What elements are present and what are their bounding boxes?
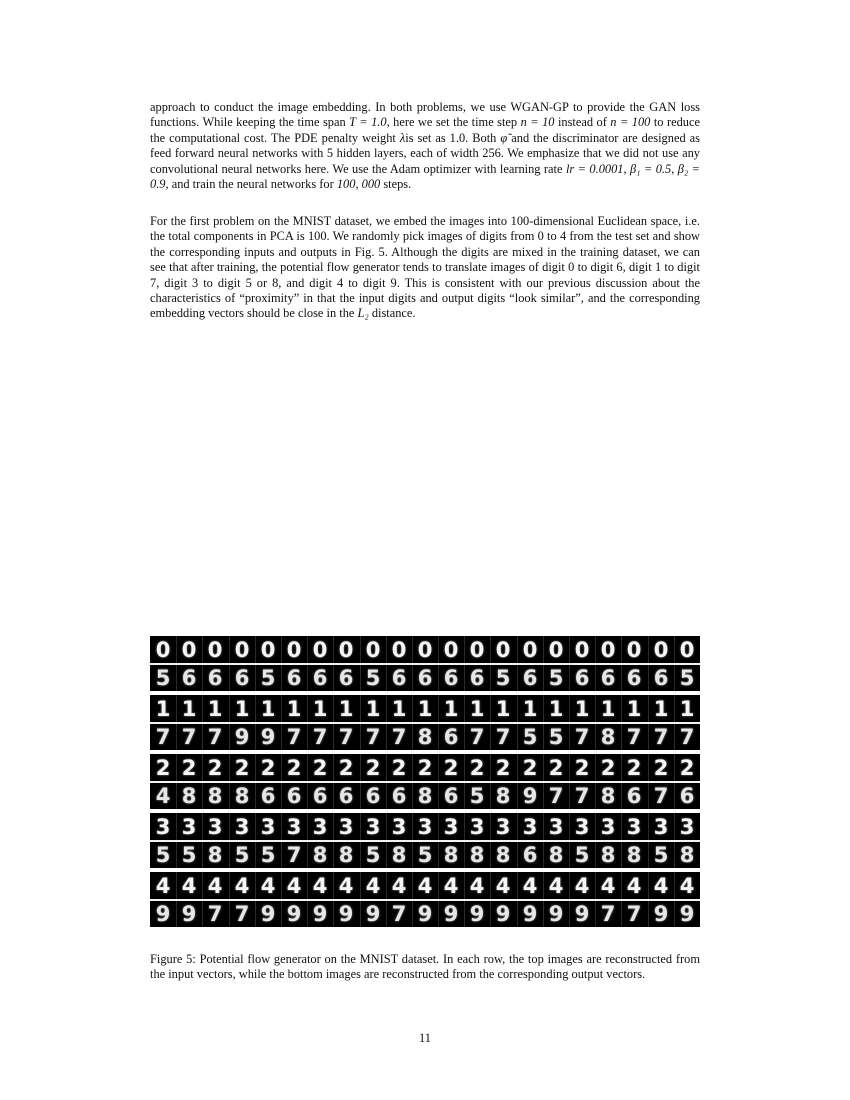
- output-digit-tile: 8: [417, 784, 433, 808]
- input-digit-tile: 4: [391, 874, 407, 898]
- output-digit-tile: 8: [495, 784, 511, 808]
- output-digit-tile: 6: [181, 666, 197, 690]
- input-digit-tile: 0: [679, 638, 695, 662]
- input-digit-tile: 1: [207, 697, 223, 721]
- output-digit-tile: 5: [234, 843, 250, 867]
- output-digit-tile: 7: [181, 725, 197, 749]
- input-digit-tile: 0: [522, 638, 538, 662]
- output-digit-tile: 5: [417, 843, 433, 867]
- output-digit-tile: 5: [365, 843, 381, 867]
- output-digit-tile: 8: [469, 843, 485, 867]
- input-digit-tile: 4: [155, 874, 171, 898]
- digit-row-band: [150, 813, 700, 868]
- input-digit-tile: 3: [495, 815, 511, 839]
- output-digit-tile: 8: [312, 843, 328, 867]
- text-span: For the first problem on the MNIST dataset, we embed the images into 100-dimensional Euclidean space, i.e. the total components in PCA is 100. We randomly pick images of digits from 0 to 4 from the test set and show the corresponding inputs and outputs in Fig. 5. Although the digits are mixed in the training dataset, we can see that after training, the potential flow generator tends to translate images of digit 0 to digit 6, digit 1 to digit 7, digit 3 to digit 5 or 8, and digit 4 to digit 9. This is consistent with our previous discussion about the characteristics of “proximity” in that the input digits and output digits “look similar”, and the corresponding embedding vectors should be close in the: [150, 214, 700, 321]
- input-digit-tile: 1: [234, 697, 250, 721]
- input-digit-tile: 3: [443, 815, 459, 839]
- input-digit-tile: 2: [600, 756, 616, 780]
- text-span: to reduce the computational cost. The PDE penalty weight: [150, 115, 700, 145]
- output-digit-tile: 5: [469, 784, 485, 808]
- input-digit-tile: 1: [548, 697, 564, 721]
- output-digit-tile: 8: [417, 725, 433, 749]
- output-digit-tile: 6: [391, 666, 407, 690]
- input-digit-tile: 4: [469, 874, 485, 898]
- output-digit-tile: 8: [207, 843, 223, 867]
- input-digit-tile: 3: [548, 815, 564, 839]
- input-digit-tile: 2: [653, 756, 669, 780]
- input-digit-tile: 3: [155, 815, 171, 839]
- input-digit-tile: 2: [286, 756, 302, 780]
- input-digit-tile: 1: [155, 697, 171, 721]
- input-digit-tile: 1: [365, 697, 381, 721]
- input-digit-tile: 0: [469, 638, 485, 662]
- output-digit-tile: 6: [443, 666, 459, 690]
- math-inline: λ: [399, 130, 406, 145]
- input-digit-tile: 3: [181, 815, 197, 839]
- output-digit-tile: 6: [312, 784, 328, 808]
- input-digit-tile: 0: [338, 638, 354, 662]
- input-digit-tile: 3: [207, 815, 223, 839]
- input-digit-tile: 4: [495, 874, 511, 898]
- input-digit-tile: 3: [626, 815, 642, 839]
- output-digit-tile: 7: [365, 725, 381, 749]
- input-digit-tile: 2: [548, 756, 564, 780]
- input-digit-tile: 1: [338, 697, 354, 721]
- input-digit-tile: 3: [679, 815, 695, 839]
- input-digit-tile: 3: [574, 815, 590, 839]
- output-digit-tile: 5: [548, 725, 564, 749]
- input-digit-tile: 2: [260, 756, 276, 780]
- text-span: is set as 1.0. Both: [405, 130, 497, 145]
- output-digit-tile: 7: [495, 725, 511, 749]
- input-digit-tile: 0: [548, 638, 564, 662]
- input-digit-tile: 4: [365, 874, 381, 898]
- input-digit-tile: 4: [207, 874, 223, 898]
- math-inline: n = 100: [610, 115, 651, 130]
- output-digit-tile: 6: [522, 666, 538, 690]
- output-digit-tile: 9: [181, 902, 197, 926]
- input-digit-tile: 0: [495, 638, 511, 662]
- output-digit-tile: 8: [626, 843, 642, 867]
- output-digit-tile: 5: [653, 843, 669, 867]
- digit-row-band: [150, 636, 700, 691]
- input-digit-tile: 2: [365, 756, 381, 780]
- input-digit-tile: 0: [626, 638, 642, 662]
- input-digit-tile: 4: [286, 874, 302, 898]
- output-digit-tile: 7: [600, 902, 616, 926]
- input-digit-tile: 4: [626, 874, 642, 898]
- input-digit-tile: 1: [260, 697, 276, 721]
- output-digit-tile: 6: [443, 725, 459, 749]
- input-digit-tile: 3: [260, 815, 276, 839]
- math-inline: L₂: [357, 306, 369, 321]
- mnist-figure: [150, 636, 700, 927]
- output-digit-tile: 9: [522, 784, 538, 808]
- input-digit-tile: 3: [469, 815, 485, 839]
- output-digit-tile: 6: [312, 666, 328, 690]
- output-digit-tile: 4: [155, 784, 171, 808]
- input-digit-tile: 1: [574, 697, 590, 721]
- input-digit-tile: 1: [600, 697, 616, 721]
- input-digit-tile: 0: [653, 638, 669, 662]
- output-digit-tile: 7: [679, 725, 695, 749]
- input-digit-tile: 0: [365, 638, 381, 662]
- output-digit-tile: 9: [574, 902, 590, 926]
- output-digit-tile: 7: [207, 902, 223, 926]
- input-digit-tile: 4: [181, 874, 197, 898]
- output-digit-tile: 9: [234, 725, 250, 749]
- output-digit-tile: 7: [653, 784, 669, 808]
- body-paragraph: [150, 214, 700, 322]
- input-digit-tile: 1: [417, 697, 433, 721]
- input-digit-tile: 0: [260, 638, 276, 662]
- text-span: , and train the neural networks for: [165, 177, 334, 192]
- input-digit-tile: 4: [234, 874, 250, 898]
- input-digit-tile: 2: [626, 756, 642, 780]
- math-inline: φ̃: [500, 130, 508, 145]
- input-digit-tile: 3: [417, 815, 433, 839]
- output-digit-tile: 6: [574, 666, 590, 690]
- body-paragraph: approach to conduct the image embedding. In both problems, we use WGAN-GP to provide the GAN loss functions. While keeping the time span T = 1.0, here we set the time step n = 10 instead of n = 100 to reduce the computational cost. The PDE penalty weight λis set as 1.0. Both φ̃ and the discriminator are designed as feed forward neural networks with 5 hidden layers, each of width 256. We emphasize that we did not use any convolutional neural networks here. We use the Adam optimizer with learning rate lr = 0.0001, β₁ = 0.5, β₂ = 0.9, and train the neural networks for 100, 000 steps.: [150, 100, 700, 192]
- output-digit-tile: 9: [653, 902, 669, 926]
- input-digit-tile: 2: [443, 756, 459, 780]
- output-digit-tile: 8: [600, 784, 616, 808]
- math-inline: 100, 000: [336, 177, 381, 192]
- output-digit-tile: 5: [548, 666, 564, 690]
- input-digit-tile: 2: [312, 756, 328, 780]
- math-inline: β₂ = 0.9: [150, 161, 700, 192]
- output-digit-tile: 6: [626, 666, 642, 690]
- output-digit-tile: 9: [365, 902, 381, 926]
- input-digit-tile: 2: [417, 756, 433, 780]
- input-digit-tile: 3: [653, 815, 669, 839]
- text-span: instead of: [557, 115, 607, 130]
- input-digit-tile: 4: [548, 874, 564, 898]
- output-digit-tile: 9: [417, 902, 433, 926]
- input-digit-tile: 1: [495, 697, 511, 721]
- output-digit-tile: 9: [495, 902, 511, 926]
- input-digit-tile: 1: [312, 697, 328, 721]
- input-digit-tile: 0: [286, 638, 302, 662]
- input-digit-tile: 3: [338, 815, 354, 839]
- output-digit-tile: 6: [365, 784, 381, 808]
- input-digit-tile: 3: [522, 815, 538, 839]
- output-digit-tile: 6: [338, 784, 354, 808]
- output-digit-tile: 7: [234, 902, 250, 926]
- math-inline: β₁ = 0.5: [630, 161, 672, 176]
- input-digit-tile: 2: [207, 756, 223, 780]
- output-digit-tile: 6: [338, 666, 354, 690]
- input-digit-tile: 4: [600, 874, 616, 898]
- output-digit-tile: 7: [626, 902, 642, 926]
- input-digit-tile: 2: [574, 756, 590, 780]
- input-digit-tile: 4: [338, 874, 354, 898]
- input-digit-tile: 1: [469, 697, 485, 721]
- output-digit-tile: 6: [234, 666, 250, 690]
- output-digit-tile: 7: [207, 725, 223, 749]
- output-digit-tile: 6: [600, 666, 616, 690]
- math-inline: T = 1.0: [349, 115, 387, 130]
- input-digit-tile: 2: [338, 756, 354, 780]
- input-digit-tile: 3: [600, 815, 616, 839]
- input-digit-tile: 2: [495, 756, 511, 780]
- page-number: 11: [419, 1031, 431, 1045]
- input-digit-tile: 1: [679, 697, 695, 721]
- output-digit-tile: 6: [260, 784, 276, 808]
- input-digit-tile: 1: [181, 697, 197, 721]
- figure-caption: Figure 5: Potential flow generator on the MNIST dataset. In each row, the top images are reconstructed from the input vectors, while the bottom images are reconstructed from the corresponding output vectors.: [150, 952, 700, 982]
- digit-row-band: [150, 695, 700, 750]
- digit-row-band: [150, 872, 700, 927]
- output-digit-tile: 8: [443, 843, 459, 867]
- input-digit-tile: 3: [365, 815, 381, 839]
- input-digit-tile: 2: [181, 756, 197, 780]
- input-digit-tile: 4: [260, 874, 276, 898]
- output-digit-tile: 7: [312, 725, 328, 749]
- output-digit-tile: 8: [338, 843, 354, 867]
- input-digit-tile: 3: [312, 815, 328, 839]
- output-digit-tile: 8: [234, 784, 250, 808]
- input-digit-tile: 2: [155, 756, 171, 780]
- output-digit-tile: 6: [207, 666, 223, 690]
- output-digit-tile: 8: [679, 843, 695, 867]
- output-digit-tile: 7: [574, 784, 590, 808]
- output-digit-tile: 6: [391, 784, 407, 808]
- output-digit-tile: 8: [495, 843, 511, 867]
- output-digit-tile: 8: [181, 784, 197, 808]
- input-digit-tile: 4: [522, 874, 538, 898]
- text-span: distance.: [371, 306, 416, 321]
- output-digit-tile: 8: [600, 843, 616, 867]
- output-digit-tile: 5: [522, 725, 538, 749]
- input-digit-tile: 3: [286, 815, 302, 839]
- input-digit-tile: 1: [286, 697, 302, 721]
- output-digit-tile: 6: [469, 666, 485, 690]
- output-digit-tile: 9: [312, 902, 328, 926]
- output-digit-tile: 6: [679, 784, 695, 808]
- input-digit-tile: 1: [626, 697, 642, 721]
- output-digit-tile: 7: [286, 725, 302, 749]
- input-digit-tile: 4: [574, 874, 590, 898]
- input-digit-tile: 0: [417, 638, 433, 662]
- output-digit-tile: 6: [417, 666, 433, 690]
- output-digit-tile: 7: [286, 843, 302, 867]
- output-digit-tile: 5: [155, 666, 171, 690]
- output-digit-tile: 9: [260, 902, 276, 926]
- input-digit-tile: 2: [234, 756, 250, 780]
- output-digit-tile: 6: [286, 784, 302, 808]
- math-inline: n = 10: [520, 115, 555, 130]
- input-digit-tile: 2: [391, 756, 407, 780]
- output-digit-tile: 8: [391, 843, 407, 867]
- output-digit-tile: 9: [260, 725, 276, 749]
- output-digit-tile: 7: [626, 725, 642, 749]
- output-digit-tile: 7: [391, 902, 407, 926]
- output-digit-tile: 9: [548, 902, 564, 926]
- output-digit-tile: 7: [391, 725, 407, 749]
- output-digit-tile: 5: [365, 666, 381, 690]
- output-digit-tile: 5: [495, 666, 511, 690]
- input-digit-tile: 4: [679, 874, 695, 898]
- input-digit-tile: 2: [679, 756, 695, 780]
- output-digit-tile: 8: [600, 725, 616, 749]
- input-digit-tile: 0: [207, 638, 223, 662]
- input-digit-tile: 0: [391, 638, 407, 662]
- input-digit-tile: 0: [181, 638, 197, 662]
- output-digit-tile: 5: [260, 666, 276, 690]
- input-digit-tile: 0: [234, 638, 250, 662]
- output-digit-tile: 5: [181, 843, 197, 867]
- input-digit-tile: 2: [469, 756, 485, 780]
- input-digit-tile: 0: [574, 638, 590, 662]
- output-digit-tile: 5: [155, 843, 171, 867]
- output-digit-tile: 7: [338, 725, 354, 749]
- input-digit-tile: 2: [522, 756, 538, 780]
- input-digit-tile: 3: [234, 815, 250, 839]
- math-inline: lr = 0.0001: [565, 161, 624, 176]
- input-digit-tile: 1: [522, 697, 538, 721]
- input-digit-tile: 1: [391, 697, 407, 721]
- output-digit-tile: 5: [260, 843, 276, 867]
- input-digit-tile: 0: [155, 638, 171, 662]
- input-digit-tile: 1: [653, 697, 669, 721]
- output-digit-tile: 9: [155, 902, 171, 926]
- input-digit-tile: 4: [653, 874, 669, 898]
- text-span: and the discriminator are designed as feed forward neural networks with 5 hidden layers, each of width 256. We emphasize that we did not use any convolutional neural networks here. We use the Adam optimizer with learning rate: [150, 130, 700, 176]
- output-digit-tile: 7: [469, 725, 485, 749]
- input-digit-tile: 0: [600, 638, 616, 662]
- input-digit-tile: 1: [443, 697, 459, 721]
- output-digit-tile: 9: [679, 902, 695, 926]
- text-span: approach to conduct the image embedding. In both problems, we use WGAN-GP to provide the GAN loss functions. While keeping the time span: [150, 100, 700, 130]
- output-digit-tile: 7: [548, 784, 564, 808]
- output-digit-tile: 6: [522, 843, 538, 867]
- output-digit-tile: 6: [653, 666, 669, 690]
- output-digit-tile: 9: [338, 902, 354, 926]
- output-digit-tile: 7: [155, 725, 171, 749]
- output-digit-tile: 9: [443, 902, 459, 926]
- output-digit-tile: 5: [574, 843, 590, 867]
- text-span: steps.: [383, 177, 412, 192]
- input-digit-tile: 0: [443, 638, 459, 662]
- output-digit-tile: 7: [574, 725, 590, 749]
- output-digit-tile: 6: [443, 784, 459, 808]
- input-digit-tile: 4: [443, 874, 459, 898]
- input-digit-tile: 3: [391, 815, 407, 839]
- output-digit-tile: 9: [469, 902, 485, 926]
- output-digit-tile: 5: [679, 666, 695, 690]
- output-digit-tile: 7: [653, 725, 669, 749]
- output-digit-tile: 6: [286, 666, 302, 690]
- text-span: , here we set the time step: [386, 115, 518, 130]
- output-digit-tile: 9: [286, 902, 302, 926]
- output-digit-tile: 9: [522, 902, 538, 926]
- input-digit-tile: 4: [417, 874, 433, 898]
- output-digit-tile: 6: [626, 784, 642, 808]
- input-digit-tile: 4: [312, 874, 328, 898]
- output-digit-tile: 8: [548, 843, 564, 867]
- output-digit-tile: 8: [207, 784, 223, 808]
- input-digit-tile: 0: [312, 638, 328, 662]
- digit-row-band: [150, 754, 700, 809]
